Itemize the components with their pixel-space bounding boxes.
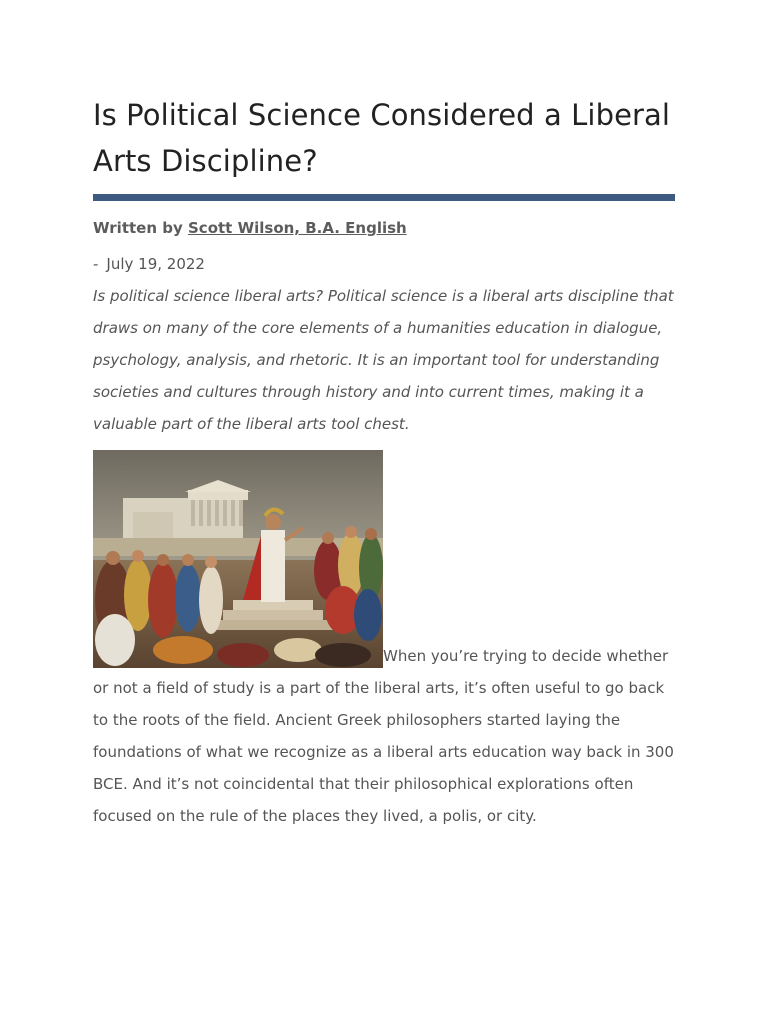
date-dash: - [93, 255, 99, 273]
article-body-paragraph [93, 450, 675, 832]
date-text: July 19, 2022 [106, 255, 205, 273]
title-divider [93, 194, 675, 201]
article-intro: Is political science liberal arts? Political science is a liberal arts discipline that draws on many of the core elements of a humanities education in dialogue, psychology, analysis, and rhetoric. It is an important tool for understanding societies and cultures through history and into current times, making it a valuable part of the liberal arts tool chest. [93, 287, 674, 433]
article-title: Is Political Science Considered a Liberal Arts Discipline? [93, 98, 671, 178]
byline-prefix: Written by [93, 219, 183, 237]
author-link[interactable]: Scott Wilson, B.A. English [188, 219, 407, 237]
publish-date [93, 254, 675, 274]
byline [93, 218, 675, 238]
article-body-text: When you’re trying to decide whether or not a field of study is a part of the liberal arts, it’s often useful to go back to the roots of the field. Ancient Greek philosophers started laying the foundations of what we recognize as a liberal arts education way back in 300 BCE. And it’s not coincidental that their philosophical explorations often focused on the rule of the places they lived, a polis, or city. [93, 647, 674, 825]
article-illustration [93, 450, 383, 668]
article [93, 92, 675, 832]
